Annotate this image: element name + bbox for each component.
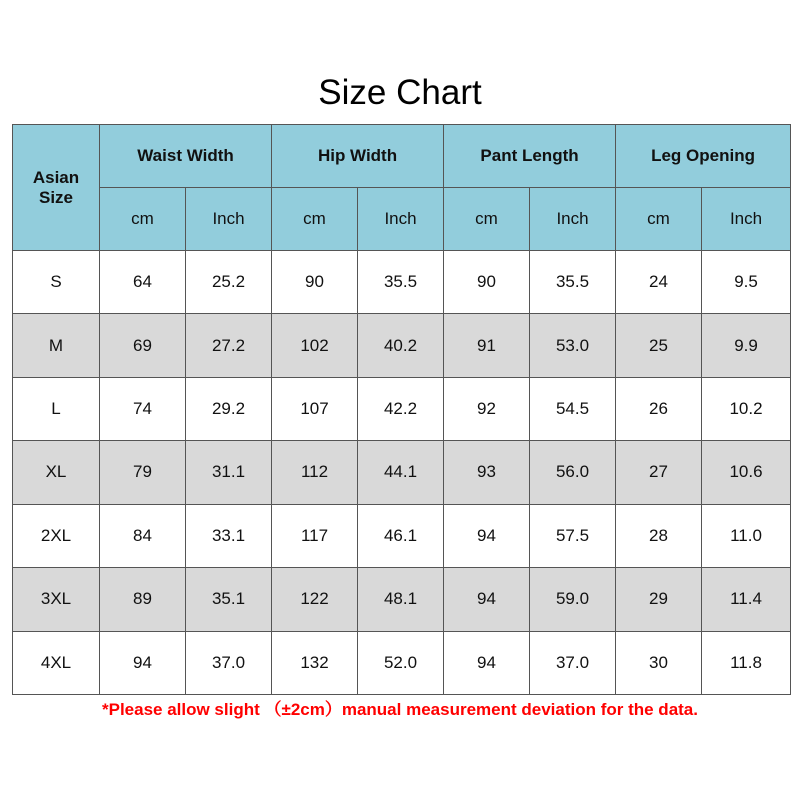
value-cell: 91 <box>444 314 530 377</box>
value-cell: 40.2 <box>358 314 444 377</box>
value-cell: 90 <box>272 251 358 314</box>
table-row <box>13 377 791 440</box>
group-header-leg-opening: Leg Opening <box>616 125 791 188</box>
value-cell: 42.2 <box>358 377 444 440</box>
value-cell: 90 <box>444 251 530 314</box>
table-body <box>13 251 791 695</box>
size-chart-table <box>12 124 791 695</box>
value-cell: 11.4 <box>702 568 791 631</box>
unit-header: cm <box>444 188 530 251</box>
value-cell: 56.0 <box>530 441 616 504</box>
table-row <box>13 631 791 694</box>
value-cell: 31.1 <box>186 441 272 504</box>
size-cell: 4XL <box>13 631 100 694</box>
asian-size-header <box>13 125 100 251</box>
value-cell: 25 <box>616 314 702 377</box>
unit-header: cm <box>272 188 358 251</box>
value-cell: 132 <box>272 631 358 694</box>
value-cell: 122 <box>272 568 358 631</box>
value-cell: 26 <box>616 377 702 440</box>
value-cell: 10.2 <box>702 377 791 440</box>
value-cell: 94 <box>444 504 530 567</box>
table-row <box>13 568 791 631</box>
unit-header: cm <box>616 188 702 251</box>
value-cell: 54.5 <box>530 377 616 440</box>
value-cell: 46.1 <box>358 504 444 567</box>
value-cell: 33.1 <box>186 504 272 567</box>
value-cell: 52.0 <box>358 631 444 694</box>
value-cell: 93 <box>444 441 530 504</box>
size-cell: S <box>13 251 100 314</box>
value-cell: 25.2 <box>186 251 272 314</box>
value-cell: 10.6 <box>702 441 791 504</box>
value-cell: 53.0 <box>530 314 616 377</box>
unit-header: Inch <box>358 188 444 251</box>
value-cell: 44.1 <box>358 441 444 504</box>
value-cell: 57.5 <box>530 504 616 567</box>
value-cell: 35.5 <box>358 251 444 314</box>
unit-header: Inch <box>186 188 272 251</box>
value-cell: 84 <box>100 504 186 567</box>
unit-header: cm <box>100 188 186 251</box>
value-cell: 27 <box>616 441 702 504</box>
page-title: Size Chart <box>318 73 482 112</box>
group-header-row <box>13 125 791 188</box>
value-cell: 24 <box>616 251 702 314</box>
value-cell: 29 <box>616 568 702 631</box>
value-cell: 69 <box>100 314 186 377</box>
size-cell: 2XL <box>13 504 100 567</box>
size-cell: M <box>13 314 100 377</box>
group-header-pant-length: Pant Length <box>444 125 616 188</box>
value-cell: 74 <box>100 377 186 440</box>
table-header <box>13 125 791 251</box>
asian-size-label-line1: Asian <box>32 167 80 187</box>
table-row <box>13 504 791 567</box>
value-cell: 94 <box>100 631 186 694</box>
value-cell: 107 <box>272 377 358 440</box>
unit-header: Inch <box>530 188 616 251</box>
value-cell: 92 <box>444 377 530 440</box>
group-header-waist-width: Waist Width <box>100 125 272 188</box>
value-cell: 112 <box>272 441 358 504</box>
unit-header-row <box>13 188 791 251</box>
size-cell: L <box>13 377 100 440</box>
value-cell: 48.1 <box>358 568 444 631</box>
unit-header: Inch <box>702 188 791 251</box>
value-cell: 9.5 <box>702 251 791 314</box>
value-cell: 117 <box>272 504 358 567</box>
table-row <box>13 441 791 504</box>
value-cell: 29.2 <box>186 377 272 440</box>
value-cell: 27.2 <box>186 314 272 377</box>
value-cell: 89 <box>100 568 186 631</box>
value-cell: 94 <box>444 631 530 694</box>
value-cell: 11.0 <box>702 504 791 567</box>
table-row <box>13 251 791 314</box>
value-cell: 35.5 <box>530 251 616 314</box>
value-cell: 35.1 <box>186 568 272 631</box>
value-cell: 11.8 <box>702 631 791 694</box>
value-cell: 59.0 <box>530 568 616 631</box>
table-row <box>13 314 791 377</box>
value-cell: 37.0 <box>530 631 616 694</box>
asian-size-label-line2: Size <box>38 187 74 207</box>
value-cell: 94 <box>444 568 530 631</box>
group-header-hip-width: Hip Width <box>272 125 444 188</box>
size-cell: XL <box>13 441 100 504</box>
value-cell: 30 <box>616 631 702 694</box>
measurement-note: *Please allow slight （±2cm）manual measurement deviation for the data. <box>101 700 698 719</box>
size-cell: 3XL <box>13 568 100 631</box>
value-cell: 102 <box>272 314 358 377</box>
value-cell: 9.9 <box>702 314 791 377</box>
value-cell: 79 <box>100 441 186 504</box>
value-cell: 64 <box>100 251 186 314</box>
value-cell: 37.0 <box>186 631 272 694</box>
value-cell: 28 <box>616 504 702 567</box>
